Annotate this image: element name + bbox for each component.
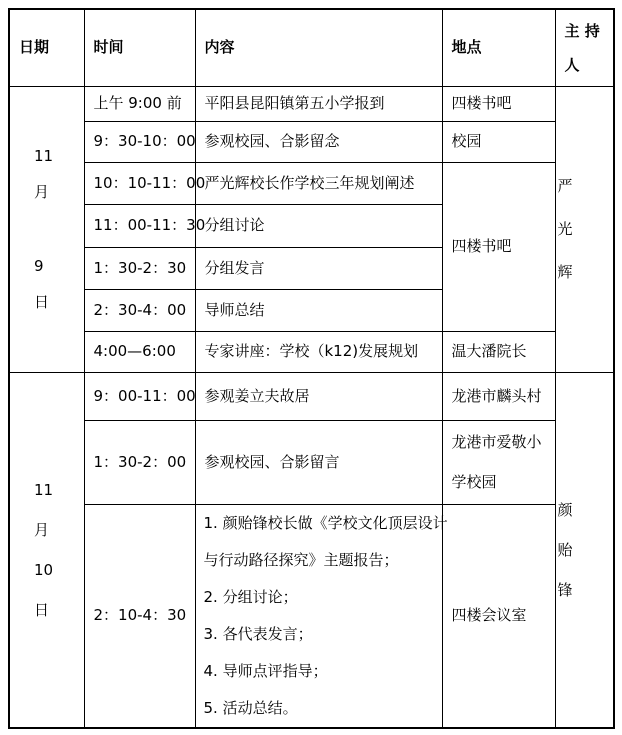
table-row — [9, 372, 614, 420]
content-cell: 参观姜立夫故居 — [195, 372, 442, 420]
time-cell: 9：00-11：00 — [84, 372, 195, 420]
header-cell-date: 日期 — [9, 9, 84, 86]
content-cell: 参观校园、合影留言 — [195, 420, 442, 504]
content-cell: 导师总结 — [195, 289, 442, 331]
time-cell: 11：00-11：30 — [84, 204, 195, 247]
host-line: 光 — [557, 219, 573, 238]
place-cell: 四楼会议室 — [442, 504, 555, 728]
host-line: 颜 — [557, 500, 573, 519]
content-list-item: 3. 各代表发言； — [203, 624, 313, 643]
table-row — [9, 86, 614, 121]
date-line: 10 — [34, 560, 54, 579]
content-cell: 分组发言 — [195, 247, 442, 289]
host-line: 锋 — [557, 580, 573, 599]
table-row — [9, 420, 614, 504]
host-cell-day2 — [555, 372, 614, 728]
time-cell: 1：30-2：00 — [84, 420, 195, 504]
header-cell-content: 内容 — [195, 9, 442, 86]
time-cell: 2：10-4：30 — [84, 504, 195, 728]
place-cell: 校园 — [442, 121, 555, 162]
place-cell-merged: 四楼书吧 — [442, 162, 555, 331]
table-row — [9, 331, 614, 372]
header-cell-time: 时间 — [84, 9, 195, 86]
time-cell: 2：30-4：00 — [84, 289, 195, 331]
content-list-item: 与行动路径探究》主题报告； — [203, 550, 399, 569]
place-cell: 温大潘院长 — [442, 331, 555, 372]
header-cell-place: 地点 — [442, 9, 555, 86]
date-line: 11 — [34, 480, 54, 499]
date-cell-day1 — [9, 86, 84, 372]
time-cell: 9：30-10：00 — [84, 121, 195, 162]
table-row — [9, 121, 614, 162]
content-list-item: 1. 颜贻锋校长做《学校文化顶层设计 — [203, 513, 448, 532]
time-cell: 1：30-2：30 — [84, 247, 195, 289]
content-cell: 严光辉校长作学校三年规划阐述 — [195, 162, 442, 204]
header-host-line1: 主 持 — [564, 21, 600, 40]
place-cell: 四楼书吧 — [442, 86, 555, 121]
place-cell: 龙港市爱敬小学校园 — [442, 420, 555, 504]
table-row — [9, 504, 614, 728]
header-row — [9, 9, 614, 86]
content-cell: 参观校园、合影留念 — [195, 121, 442, 162]
host-line: 辉 — [557, 262, 573, 281]
time-cell: 上午 9:00 前 — [84, 86, 195, 121]
date-line: 日 — [34, 600, 50, 619]
date-line: 日 — [34, 293, 50, 311]
header-host-line2: 人 — [564, 55, 580, 74]
table-row — [9, 162, 614, 204]
date-line: 月 — [34, 520, 50, 539]
date-cell-day2 — [9, 372, 84, 728]
content-list-item: 2. 分组讨论； — [203, 587, 298, 606]
host-line: 严 — [557, 176, 573, 195]
host-cell-day1 — [555, 86, 614, 372]
content-cell-list — [195, 504, 448, 728]
schedule-table — [8, 8, 615, 729]
date-line: 9 — [34, 257, 44, 275]
time-cell: 10：10-11：00 — [84, 162, 195, 204]
host-line: 贻 — [557, 540, 573, 559]
content-cell: 平阳县昆阳镇第五小学报到 — [195, 86, 442, 121]
content-list-item: 5. 活动总结。 — [203, 698, 298, 717]
place-cell: 龙港市麟头村 — [442, 372, 555, 420]
time-cell: 4:00—6:00 — [84, 331, 195, 372]
content-cell: 分组讨论 — [195, 204, 442, 247]
content-cell: 专家讲座：学校（k12)发展规划 — [195, 331, 442, 372]
header-cell-host — [555, 9, 614, 86]
content-list-item: 4. 导师点评指导； — [203, 661, 328, 680]
date-line: 月 — [34, 183, 50, 201]
date-line: 11 — [34, 147, 54, 165]
